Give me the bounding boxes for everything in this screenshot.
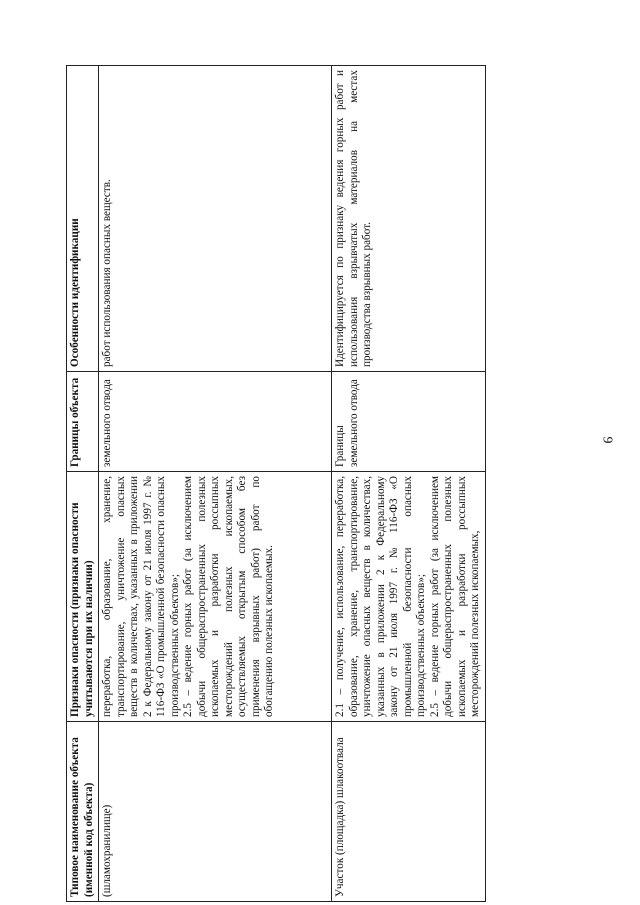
table-container — [66, 66, 556, 902]
page-number: 9 — [599, 436, 615, 444]
cell-object-bounds: земельного отвода — [99, 372, 332, 472]
cell-danger-signs: переработка, образование, хранение, транспортирование, уничтожение опасных веществ в количествах, указанных в приложении 2 к Федеральному закону от 21 июля 1997 г. № 116-ФЗ «О промышленной безопасности опасных производственных объектов»; 2.5 – ведение горных работ (за исключением добычи общераспространенных полезных ископаемых и разработки россыпных месторождений полезных ископаемых, осуществляемых открытым способом без применения взрывных работ) работ по обогащению полезных ископаемых. — [99, 472, 332, 722]
cell-object-name: (шламохранилище) — [99, 722, 332, 902]
header-object-bounds: Границы объекта — [67, 372, 99, 472]
cell-object-bounds: Границы земельного отвода — [332, 372, 486, 472]
identification-table — [66, 65, 486, 902]
cell-object-name: Участок (площадка) шлакоотвала — [332, 722, 486, 902]
cell-danger-signs: 2.1 – получение, использование, переработка, образование, хранение, транспортирование, уничтожение опасных веществ в количествах, указанных в приложении 2 к Федеральному закону от 21 июля 1997 г. № 116-ФЗ «О промышленной безопасности опасных производственных объектов»; 2.5 – ведение горных работ (за исключением добычи общераспространенных полезных ископаемых и разработки россыпных месторождений полезных ископаемых, — [332, 472, 486, 722]
header-object-name: Типовое наименование объекта (именной код объекта) — [67, 722, 99, 902]
table-header-row — [67, 66, 99, 902]
table-row — [99, 66, 332, 902]
header-identification-features: Особенности идентификации — [67, 66, 99, 372]
header-danger-signs: Признаки опасности (признаки опасности учитываются при их наличии) — [67, 472, 99, 722]
cell-identification-features: работ использования опасных веществ. — [99, 66, 332, 372]
cell-identification-features: Идентифицируется по признаку ведения горных работ и использования взрывчатых материалов на местах производства взрывных работ. — [332, 66, 486, 372]
rotated-page-area — [66, 66, 556, 902]
table-row — [332, 66, 486, 902]
